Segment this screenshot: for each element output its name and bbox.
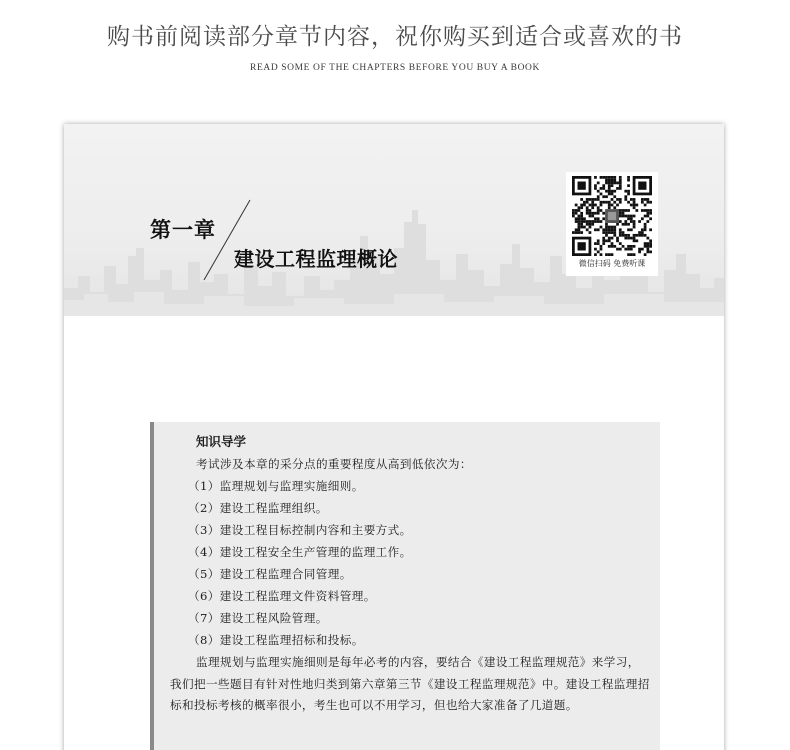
- chapter-number: 第一章: [150, 217, 216, 242]
- guide-item: （7）建设工程风险管理。: [188, 611, 328, 625]
- guide-item: （6）建设工程监理文件资料管理。: [188, 589, 376, 603]
- guide-item: （1）监理规划与监理实施细则。: [188, 479, 364, 493]
- guide-heading: 知识导学: [196, 434, 247, 449]
- qr-code-icon[interactable]: [572, 176, 652, 256]
- qr-caption: 微信扫码 免费听课: [578, 259, 646, 268]
- chapter-title: 建设工程监理概论: [234, 247, 398, 271]
- page-title: 购书前阅读部分章节内容，祝你购买到适合或喜欢的书: [107, 24, 683, 50]
- guide-item: （8）建设工程监理招标和投标。: [188, 633, 364, 647]
- guide-item: （5）建设工程监理合同管理。: [188, 567, 352, 581]
- book-page: [64, 124, 724, 750]
- guide-paragraph: 监理规划与监理实施细则是每年必考的内容，要结合《建设工程监理规范》来学习，我们把一些题目有针对性地归类到第六章第三节《建设工程监理规范》中。建设工程监理招标和投标考核的概率很小，考生也可以不用学习，但也给大家准备了几道题。: [170, 655, 650, 712]
- knowledge-guide-box: [150, 422, 660, 750]
- guide-item: （3）建设工程目标控制内容和主要方式。: [188, 523, 412, 537]
- guide-item: （4）建设工程安全生产管理的监理工作。: [188, 545, 412, 559]
- chapter-banner: [64, 124, 724, 316]
- guide-intro: 考试涉及本章的采分点的重要程度从高到低依次为：: [196, 457, 472, 471]
- qr-panel[interactable]: [566, 172, 658, 276]
- guide-item: （2）建设工程监理组织。: [188, 501, 328, 515]
- page-subtitle: READ SOME OF THE CHAPTERS BEFORE YOU BUY A BOOK: [250, 63, 540, 73]
